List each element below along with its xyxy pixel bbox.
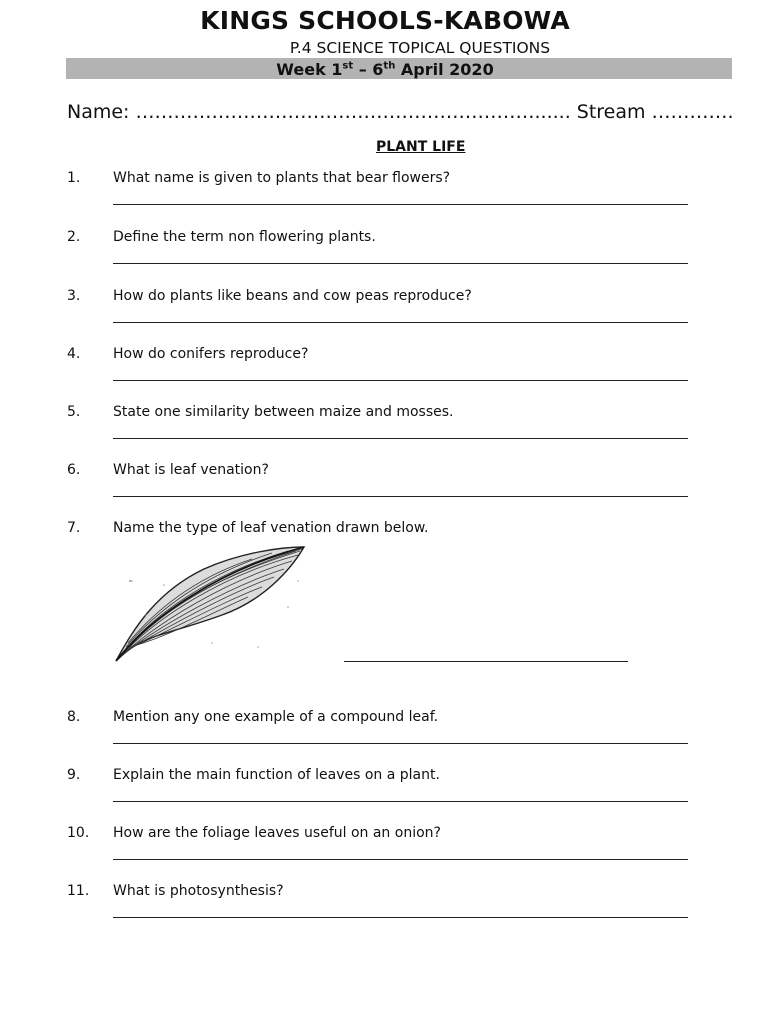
question-number: 6.	[67, 462, 81, 478]
answer-line[interactable]	[113, 917, 688, 918]
question-number: 7.	[67, 520, 81, 536]
answer-line[interactable]	[344, 661, 628, 662]
section-title: PLANT LIFE	[376, 139, 466, 155]
question-6	[0, 462, 770, 520]
question-number: 11.	[67, 883, 90, 899]
question-2	[0, 229, 770, 287]
question-text: Mention any one example of a compound leaf.	[113, 709, 439, 725]
question-1	[0, 170, 770, 228]
question-text: State one similarity between maize and mosses.	[113, 404, 454, 420]
question-text: How do plants like beans and cow peas reproduce?	[113, 288, 472, 304]
question-text: Name the type of leaf venation drawn below.	[113, 520, 429, 536]
question-5	[0, 404, 770, 462]
answer-line[interactable]	[113, 743, 688, 744]
question-11	[0, 883, 770, 941]
answer-line[interactable]	[113, 859, 688, 860]
question-number: 8.	[67, 709, 81, 725]
question-text: Explain the main function of leaves on a plant.	[113, 767, 440, 783]
question-number: 1.	[67, 170, 81, 186]
name-stream-field[interactable]: Name: ………………………………………………………...... Stream ………….	[67, 101, 734, 123]
answer-line[interactable]	[113, 263, 688, 264]
question-8	[0, 709, 770, 767]
exam-subtitle: P.4 SCIENCE TOPICAL QUESTIONS	[289, 39, 551, 57]
question-text: What is leaf venation?	[113, 462, 269, 478]
question-9	[0, 767, 770, 825]
question-number: 2.	[67, 229, 81, 245]
school-title: KINGS SCHOOLS-KABOWA	[200, 6, 570, 35]
week-dates: Week 1st – 6th April 2020	[276, 60, 494, 79]
leaf-diagram	[112, 545, 308, 665]
question-number: 3.	[67, 288, 81, 304]
question-text: How do conifers reproduce?	[113, 346, 309, 362]
question-text: Define the term non flowering plants.	[113, 229, 376, 245]
answer-line[interactable]	[113, 322, 688, 323]
question-number: 5.	[67, 404, 81, 420]
answer-line[interactable]	[113, 204, 688, 205]
question-number: 10.	[67, 825, 90, 841]
question-10	[0, 825, 770, 883]
answer-line[interactable]	[113, 496, 688, 497]
question-number: 4.	[67, 346, 81, 362]
question-4	[0, 346, 770, 404]
answer-line[interactable]	[113, 801, 688, 802]
question-3	[0, 288, 770, 346]
question-number: 9.	[67, 767, 81, 783]
question-text: How are the foliage leaves useful on an onion?	[113, 825, 441, 841]
question-text: What name is given to plants that bear flowers?	[113, 170, 451, 186]
answer-line[interactable]	[113, 438, 688, 439]
answer-line[interactable]	[113, 380, 688, 381]
question-text: What is photosynthesis?	[113, 883, 284, 899]
